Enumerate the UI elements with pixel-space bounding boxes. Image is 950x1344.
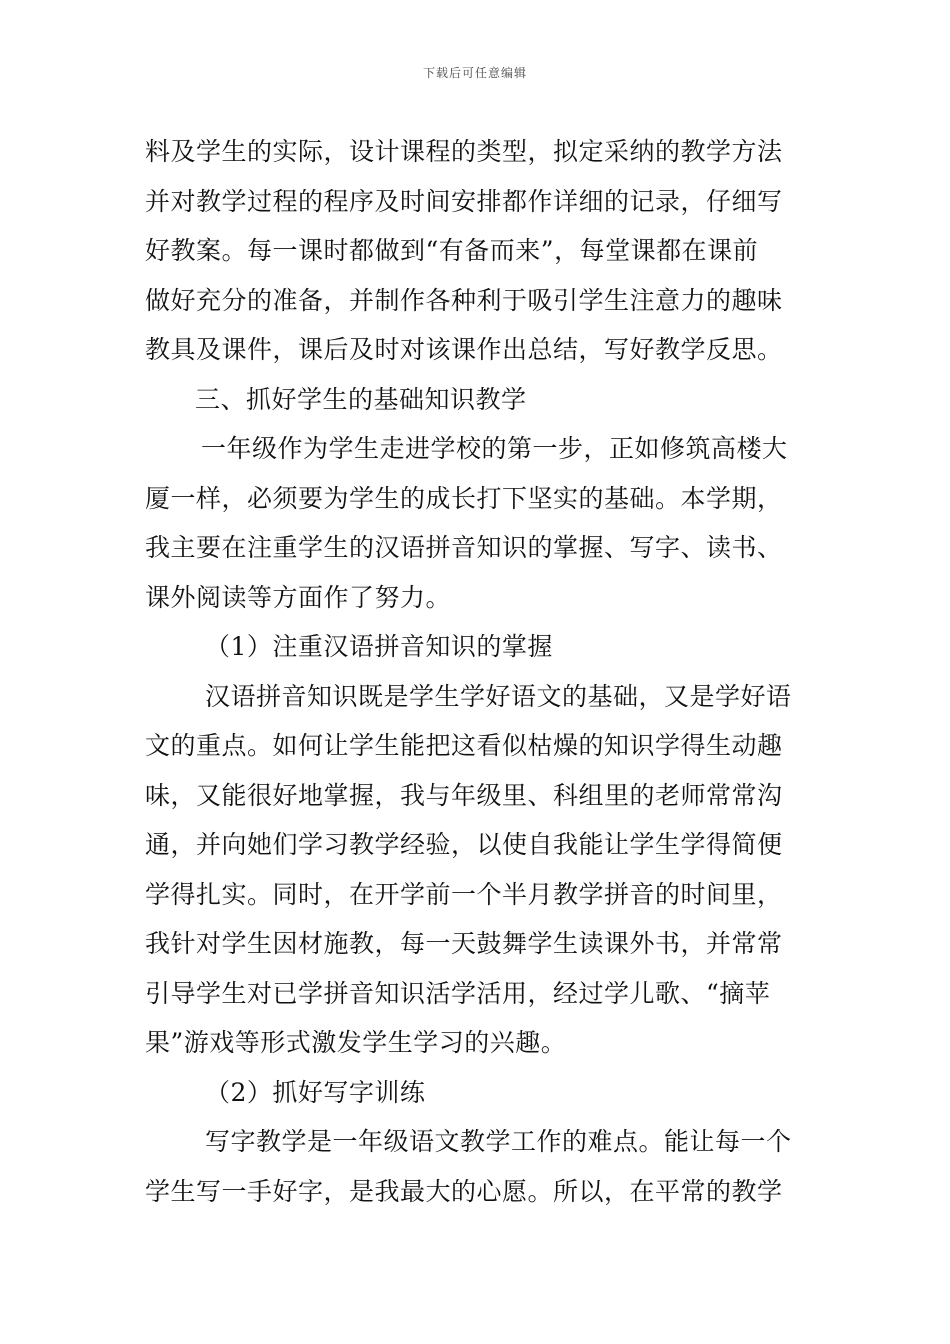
- text-line: 我针对学生因材施教，每一天鼓舞学生读课外书，并常常: [145, 929, 783, 958]
- text-line: 课外阅读等方面作了努力。: [145, 582, 452, 612]
- paragraph-first-line: 汉语拼音知识既是学生学好语文的基础，又是学好语: [205, 681, 792, 711]
- text-line: 学生写一手好字，是我最大的心愿。所以，在平常的教学: [145, 1176, 783, 1206]
- subsection-heading: （2）抓好写字训练: [205, 1077, 426, 1107]
- subsection-heading: （1）注重汉语拼音知识的掌握: [205, 632, 553, 661]
- text-line: 料及学生的实际，设计课程的类型，拟定采纳的教学方法: [145, 137, 783, 166]
- text-line: 厦一样，必须要为学生的成长打下坚实的基础。本学期，: [145, 483, 783, 513]
- text-line: 果”游戏等形式激发学生学习的兴趣。: [145, 1028, 567, 1057]
- text-line: 味，又能很好地掌握，我与年级里、科组里的老师常常沟: [145, 780, 783, 810]
- text-line: 做好充分的准备，并制作各种利于吸引学生注意力的趣味: [145, 285, 783, 315]
- text-line: 文的重点。如何让学生能把这看似枯燥的知识学得生动趣: [145, 731, 783, 760]
- text-line: 并对教学过程的程序及时间安排都作详细的记录，仔细写: [145, 186, 783, 216]
- paragraph-first-line: 一年级作为学生走进学校的第一步，正如修筑高楼大: [201, 434, 788, 463]
- text-line: 引导学生对已学拼音知识活学活用，经过学儿歌、“摘苹: [145, 978, 771, 1008]
- paragraph-first-line: 写字教学是一年级语文教学工作的难点。能让每一个: [205, 1127, 792, 1156]
- text-line: 通，并向她们学习教学经验，以使自我能让学生学得简便: [145, 830, 783, 859]
- text-line: 学得扎实。同时，在开学前一个半月教学拼音的时间里，: [145, 879, 783, 909]
- document-body: [145, 127, 810, 1216]
- section-heading: 三、抓好学生的基础知识教学: [195, 384, 527, 414]
- text-line: 我主要在注重学生的汉语拼音知识的掌握、写字、读书、: [145, 533, 783, 562]
- text-line: 教具及课件，课后及时对该课作出总结，写好教学反思。: [145, 335, 783, 364]
- page-header-note: 下载后可任意编辑: [422, 66, 527, 80]
- text-line: 好教案。每一课时都做到“有备而来”，每堂课都在课前: [145, 236, 759, 265]
